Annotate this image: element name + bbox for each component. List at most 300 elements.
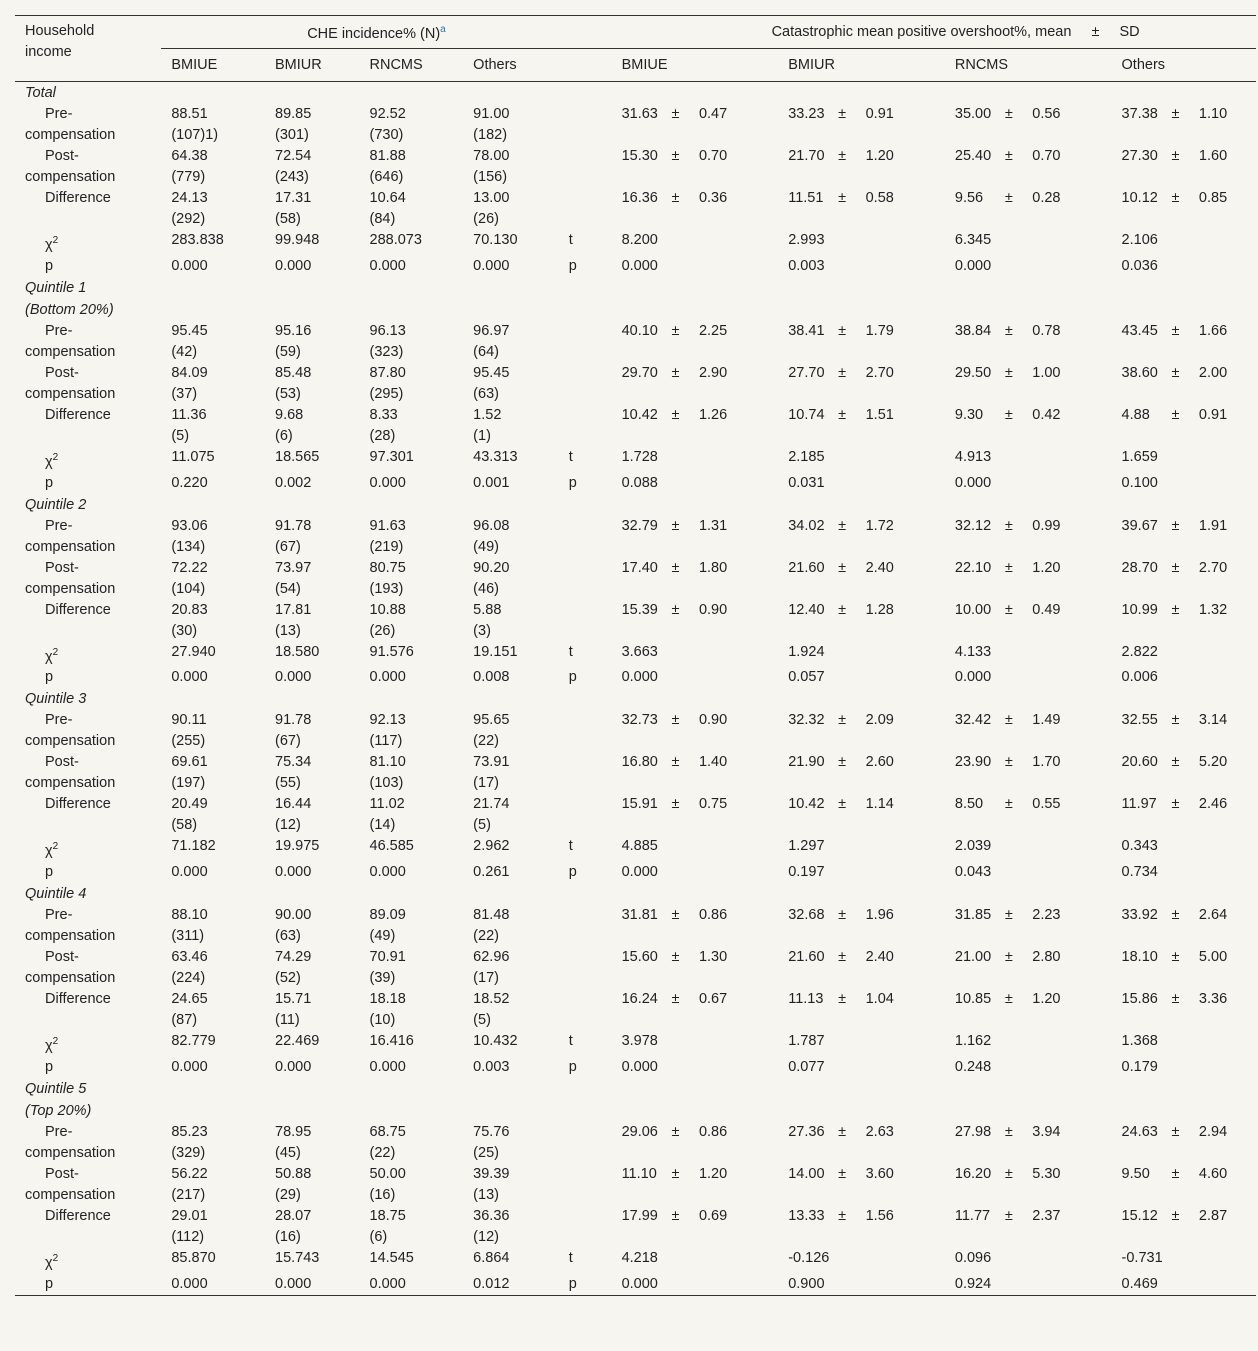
overshoot-sd: 0.70 bbox=[1032, 148, 1061, 164]
overshoot-sd: 2.87 bbox=[1198, 1208, 1228, 1225]
plus-minus: ± bbox=[1171, 322, 1180, 339]
overshoot-sd: 0.47 bbox=[698, 106, 728, 122]
table-row bbox=[15, 558, 1256, 600]
stat-label-cell bbox=[559, 1164, 612, 1206]
p-value: 0.000 bbox=[621, 669, 658, 686]
overshoot-sd: 1.04 bbox=[865, 991, 894, 1008]
row-label: Pre- compensation bbox=[25, 106, 116, 143]
t-value: 1.368 bbox=[1121, 1033, 1158, 1050]
chi-value: 43.313 bbox=[473, 448, 518, 465]
p-value-row bbox=[15, 667, 1256, 688]
stat-label-cell bbox=[559, 146, 612, 188]
row-label: Difference bbox=[45, 796, 111, 813]
overshoot-mean: 10.00 bbox=[954, 601, 992, 618]
overshoot-sd: 2.00 bbox=[1198, 364, 1228, 381]
che-cell: 88.51 (107)1) bbox=[171, 106, 219, 143]
overshoot-mean: 31.85 bbox=[954, 907, 992, 924]
chi-label: $\chi^2$ bbox=[45, 451, 59, 470]
overshoot-mean: 25.40 bbox=[954, 148, 992, 164]
t-value: 3.978 bbox=[621, 1033, 658, 1050]
overshoot-mean: 32.68 bbox=[788, 907, 825, 924]
che-cell: 91.63 (219) bbox=[369, 517, 406, 555]
overshoot-sd: 1.14 bbox=[865, 796, 894, 813]
p-value: 0.734 bbox=[1121, 864, 1158, 881]
overshoot-mean: 27.36 bbox=[788, 1124, 825, 1141]
overshoot-mean: 10.42 bbox=[621, 406, 658, 423]
plus-minus: ± bbox=[671, 1208, 680, 1225]
overshoot-mean: 31.81 bbox=[621, 907, 658, 924]
row-label: Difference bbox=[45, 406, 111, 423]
che-cell: 1.52 (1) bbox=[473, 406, 502, 444]
chi-value: 91.576 bbox=[369, 643, 414, 660]
che-cell: 5.88 (3) bbox=[473, 601, 502, 639]
table-row bbox=[15, 752, 1256, 794]
overshoot-header: Catastrophic mean positive overshoot%, mean ± SD bbox=[771, 23, 1140, 40]
overshoot-mean: 15.12 bbox=[1121, 1208, 1158, 1225]
plus-minus: ± bbox=[1004, 406, 1013, 423]
che-cell: 95.45 (63) bbox=[473, 364, 510, 402]
chi-label: $\chi^2$ bbox=[45, 235, 59, 253]
t-value: 6.345 bbox=[954, 232, 992, 248]
chi-square-row bbox=[15, 230, 1256, 256]
overshoot-sd: 0.85 bbox=[1198, 190, 1228, 206]
stat-label-cell bbox=[559, 600, 612, 642]
che-cell: 62.96 (17) bbox=[473, 949, 510, 987]
overshoot-mean: 11.13 bbox=[788, 991, 824, 1008]
overshoot-sd: 1.60 bbox=[1198, 148, 1228, 164]
che-cell: 69.61 (197) bbox=[171, 754, 208, 792]
t-value: 1.728 bbox=[621, 448, 658, 465]
stat-label-cell bbox=[559, 794, 612, 836]
chi-value: 99.948 bbox=[275, 232, 320, 248]
overshoot-mean: 27.70 bbox=[788, 364, 825, 381]
overshoot-mean: 21.90 bbox=[788, 754, 825, 771]
overshoot-sd: 1.26 bbox=[698, 406, 728, 423]
che-cell: 70.91 (39) bbox=[369, 949, 406, 987]
che-cell: 24.65 (87) bbox=[171, 991, 208, 1029]
stat-label-cell bbox=[559, 188, 612, 230]
p-value: 0.000 bbox=[171, 1059, 208, 1076]
row-label: Pre- compensation bbox=[25, 517, 116, 555]
che-cell: 20.83 (30) bbox=[171, 601, 208, 639]
p-label: p bbox=[568, 1275, 577, 1292]
household-income-header: Household income bbox=[15, 16, 161, 82]
plus-minus: ± bbox=[838, 907, 847, 924]
overshoot-sd: 2.37 bbox=[1032, 1208, 1061, 1225]
table-body bbox=[15, 82, 1256, 1295]
overshoot-mean: 39.67 bbox=[1121, 517, 1158, 534]
overshoot-sd: 5.20 bbox=[1198, 754, 1228, 771]
t-value: -0.126 bbox=[788, 1250, 830, 1267]
che-cell: 73.97 (54) bbox=[275, 559, 312, 597]
row-label: Post- compensation bbox=[25, 148, 116, 185]
p-value: 0.924 bbox=[954, 1275, 992, 1292]
overshoot-mean: 14.00 bbox=[788, 1166, 825, 1183]
plus-minus: ± bbox=[838, 364, 847, 381]
footnote-a-link[interactable]: a bbox=[440, 24, 446, 36]
overshoot-mean: 4.88 bbox=[1121, 406, 1150, 423]
che-cell: 96.97 (64) bbox=[473, 322, 510, 360]
plus-minus: ± bbox=[1004, 148, 1013, 164]
overshoot-sd: 1.00 bbox=[1032, 364, 1061, 381]
che-incidence-header: CHE incidence% $(N)^a$ bbox=[307, 24, 446, 42]
overshoot-sd: 0.78 bbox=[1032, 322, 1061, 339]
overshoot-mean: 15.60 bbox=[621, 949, 658, 966]
overshoot-sd: 0.70 bbox=[698, 148, 728, 164]
overshoot-sd: 0.75 bbox=[698, 796, 728, 813]
che-cell: 68.75 (22) bbox=[369, 1124, 406, 1162]
plus-minus: ± bbox=[838, 991, 847, 1008]
table-row bbox=[15, 363, 1256, 405]
chi-square-row bbox=[15, 642, 1256, 668]
che-cell: 84.09 (37) bbox=[171, 364, 208, 402]
plus-minus: ± bbox=[1171, 949, 1180, 966]
che-cell: 18.52 (5) bbox=[473, 991, 510, 1029]
chi-value: 10.432 bbox=[473, 1033, 518, 1050]
overshoot-sd: 0.67 bbox=[698, 991, 728, 1008]
p-value: 0.000 bbox=[621, 864, 658, 881]
plus-minus: ± bbox=[1171, 1124, 1180, 1141]
chi-value: 6.864 bbox=[473, 1250, 510, 1267]
p-value: 0.000 bbox=[275, 669, 312, 686]
p-value: 0.000 bbox=[621, 257, 658, 274]
chi-value: 16.416 bbox=[369, 1033, 414, 1050]
chi-label: $\chi^2$ bbox=[45, 841, 59, 860]
overshoot-sd: 1.31 bbox=[698, 517, 728, 534]
plus-minus: ± bbox=[1004, 322, 1013, 339]
plus-minus: ± bbox=[1004, 907, 1013, 924]
plus-minus: ± bbox=[671, 106, 680, 122]
p-value: 0.012 bbox=[473, 1275, 510, 1292]
overshoot-mean: 38.41 bbox=[788, 322, 825, 339]
t-label: t bbox=[568, 232, 573, 248]
che-cell: 95.45 (42) bbox=[171, 322, 208, 360]
p-label: p bbox=[45, 669, 54, 686]
p-label: p bbox=[45, 1059, 54, 1076]
che-cell: 36.36 (12) bbox=[473, 1208, 510, 1246]
t-value: 4.913 bbox=[954, 448, 992, 465]
overshoot-sd: 1.72 bbox=[865, 517, 894, 534]
p-value: 0.000 bbox=[171, 864, 208, 881]
section-title-row bbox=[15, 494, 1256, 516]
overshoot-mean: 40.10 bbox=[621, 322, 658, 339]
che-cell: 85.23 (329) bbox=[171, 1124, 208, 1162]
t-value: 0.096 bbox=[954, 1250, 992, 1267]
p-value: 0.100 bbox=[1121, 474, 1158, 491]
overshoot-sd: 1.20 bbox=[698, 1166, 728, 1183]
section-title-row bbox=[15, 277, 1256, 321]
plus-minus: ± bbox=[1004, 712, 1013, 729]
overshoot-sd: 1.30 bbox=[698, 949, 728, 966]
table-row bbox=[15, 1164, 1256, 1206]
plus-minus: ± bbox=[1171, 907, 1180, 924]
table-row bbox=[15, 146, 1256, 188]
p-value: 0.000 bbox=[275, 1059, 312, 1076]
stat-label-cell bbox=[559, 947, 612, 989]
overshoot-sd: 1.40 bbox=[698, 754, 728, 771]
che-cell: 96.13 (323) bbox=[369, 322, 406, 360]
row-label: Post- compensation bbox=[25, 949, 116, 987]
overshoot-mean: 17.99 bbox=[621, 1208, 658, 1225]
chi-square-row bbox=[15, 447, 1256, 473]
row-label: Post- compensation bbox=[25, 559, 116, 597]
overshoot-mean: 33.23 bbox=[788, 106, 825, 122]
overshoot-mean: 10.99 bbox=[1121, 601, 1158, 618]
t-label: t bbox=[568, 1250, 573, 1267]
overshoot-sd: 1.20 bbox=[1032, 991, 1061, 1008]
overshoot-sd: 0.90 bbox=[698, 601, 728, 618]
section-title-row bbox=[15, 688, 1256, 710]
p-label: p bbox=[45, 1275, 54, 1292]
plus-minus: ± bbox=[1004, 1166, 1013, 1183]
che-cell: 91.00 (182) bbox=[473, 106, 510, 143]
overshoot-sd: 2.40 bbox=[865, 559, 894, 576]
overshoot-sd: 2.63 bbox=[865, 1124, 894, 1141]
overshoot-sd: 2.70 bbox=[1198, 559, 1228, 576]
overshoot-mean: 31.63 bbox=[621, 106, 658, 122]
table-row bbox=[15, 710, 1256, 752]
che-cell: 10.64 (84) bbox=[369, 190, 406, 227]
overshoot-sd: 1.56 bbox=[865, 1208, 894, 1225]
overshoot-mean: 33.92 bbox=[1121, 907, 1158, 924]
t-value: 2.822 bbox=[1121, 643, 1158, 660]
che-cell: 9.68 (6) bbox=[275, 406, 304, 444]
che-cell: 90.00 (63) bbox=[275, 907, 312, 945]
table-row bbox=[15, 794, 1256, 836]
t-value: 1.297 bbox=[788, 838, 825, 855]
t-value: 1.659 bbox=[1121, 448, 1158, 465]
overshoot-mean: 11.51 bbox=[788, 190, 824, 206]
overshoot-sd: 0.55 bbox=[1032, 796, 1061, 813]
che-cell: 74.29 (52) bbox=[275, 949, 312, 987]
overshoot-sd: 3.94 bbox=[1032, 1124, 1061, 1141]
t-value: 4.885 bbox=[621, 838, 658, 855]
plus-minus: ± bbox=[1171, 712, 1180, 729]
overshoot-mean: 12.40 bbox=[788, 601, 825, 618]
overshoot-sd: 1.96 bbox=[865, 907, 894, 924]
overshoot-sd: 0.91 bbox=[865, 106, 894, 122]
overshoot-sd: 5.30 bbox=[1032, 1166, 1061, 1183]
t-value: 1.924 bbox=[788, 643, 825, 660]
che-cell: 18.75 (6) bbox=[369, 1208, 406, 1246]
plus-minus: ± bbox=[671, 559, 680, 576]
overshoot-mean: 15.86 bbox=[1121, 991, 1158, 1008]
chi-value: 15.743 bbox=[275, 1250, 320, 1267]
table-row bbox=[15, 516, 1256, 558]
stat-col-header bbox=[559, 49, 612, 82]
overshoot-mean: 38.60 bbox=[1121, 364, 1158, 381]
t-value: 2.106 bbox=[1121, 232, 1158, 248]
row-label: Difference bbox=[45, 991, 111, 1008]
plus-minus: ± bbox=[671, 364, 680, 381]
overshoot-mean: 9.56 bbox=[954, 190, 984, 206]
che-cell: 81.88 (646) bbox=[369, 148, 406, 185]
overshoot-mean: 32.12 bbox=[954, 517, 992, 534]
section-title: Total bbox=[25, 85, 56, 101]
che-cell: 13.00 (26) bbox=[473, 190, 510, 227]
t-value: 2.039 bbox=[954, 838, 992, 855]
p-value-row bbox=[15, 862, 1256, 883]
overshoot-mean: 21.00 bbox=[954, 949, 992, 966]
section-title-row bbox=[15, 82, 1256, 105]
t-label: t bbox=[568, 838, 573, 855]
p-value: 0.000 bbox=[171, 1275, 208, 1292]
overshoot-sd: 2.70 bbox=[865, 364, 894, 381]
stat-label-cell bbox=[559, 710, 612, 752]
plus-minus: ± bbox=[1004, 1208, 1013, 1225]
che-cell: 90.11 (255) bbox=[171, 712, 207, 750]
overshoot-sd: 0.69 bbox=[698, 1208, 728, 1225]
table-row bbox=[15, 1122, 1256, 1164]
p-value-row bbox=[15, 473, 1256, 494]
overshoot-sd: 4.60 bbox=[1198, 1166, 1228, 1183]
plus-minus: ± bbox=[671, 517, 680, 534]
p-label: p bbox=[568, 864, 577, 881]
stat-label-cell bbox=[559, 558, 612, 600]
overshoot-col-header: BMIUR bbox=[778, 49, 945, 82]
p-value: 0.000 bbox=[954, 474, 992, 491]
che-cell: 64.38 (779) bbox=[171, 148, 208, 185]
overshoot-mean: 43.45 bbox=[1121, 322, 1158, 339]
t-value: 4.218 bbox=[621, 1250, 658, 1267]
che-cell: 96.08 (49) bbox=[473, 517, 510, 555]
plus-minus: ± bbox=[1171, 559, 1180, 576]
overshoot-sd: 1.79 bbox=[865, 322, 894, 339]
p-value: 0.000 bbox=[369, 257, 406, 274]
overshoot-sd: 0.90 bbox=[698, 712, 728, 729]
plus-minus: ± bbox=[1171, 991, 1180, 1008]
overshoot-sd: 0.86 bbox=[698, 907, 728, 924]
p-value: 0.469 bbox=[1121, 1275, 1158, 1292]
row-label: Pre- compensation bbox=[25, 1124, 116, 1162]
p-value: 0.000 bbox=[954, 669, 992, 686]
che-cell: 39.39 (13) bbox=[473, 1166, 510, 1204]
p-value: 0.000 bbox=[171, 257, 208, 274]
p-label: p bbox=[568, 1059, 577, 1076]
che-cell: 81.48 (22) bbox=[473, 907, 510, 945]
overshoot-col-header: BMIUE bbox=[612, 49, 779, 82]
plus-minus: ± bbox=[671, 148, 680, 164]
overshoot-sd: 0.56 bbox=[1032, 106, 1061, 122]
plus-minus: ± bbox=[671, 907, 680, 924]
table-row bbox=[15, 321, 1256, 363]
row-label: Difference bbox=[45, 601, 111, 618]
table-row bbox=[15, 947, 1256, 989]
chi-value: 283.838 bbox=[171, 232, 224, 248]
che-col-header: BMIUR bbox=[265, 49, 360, 82]
header-row-1 bbox=[15, 16, 1256, 49]
che-cell: 75.76 (25) bbox=[473, 1124, 510, 1162]
che-cell: 81.10 (103) bbox=[369, 754, 406, 792]
che-cell: 24.13 (292) bbox=[171, 190, 208, 227]
overshoot-sd: 2.40 bbox=[865, 949, 894, 966]
plus-minus: ± bbox=[1004, 364, 1013, 381]
stat-label-cell bbox=[559, 752, 612, 794]
p-value: 0.000 bbox=[369, 1275, 406, 1292]
chi-value: 288.073 bbox=[369, 232, 422, 248]
chi-value: 11.075 bbox=[171, 448, 215, 465]
section-title-row bbox=[15, 1078, 1256, 1122]
plus-minus: ± bbox=[1171, 148, 1180, 164]
overshoot-sd: 1.20 bbox=[1032, 559, 1061, 576]
p-value: 0.077 bbox=[788, 1059, 825, 1076]
overshoot-mean: 27.98 bbox=[954, 1124, 992, 1141]
chi-square-row bbox=[15, 1031, 1256, 1057]
overshoot-mean: 20.60 bbox=[1121, 754, 1158, 771]
p-value: 0.088 bbox=[621, 474, 658, 491]
stat-label-cell bbox=[559, 905, 612, 947]
plus-minus: ± bbox=[671, 322, 680, 339]
chi-value: 97.301 bbox=[369, 448, 414, 465]
plus-minus: ± bbox=[1171, 364, 1180, 381]
che-cell: 15.71 (11) bbox=[275, 991, 312, 1029]
plus-minus: ± bbox=[1171, 190, 1180, 206]
overshoot-sd: 0.86 bbox=[698, 1124, 728, 1141]
p-value: 0.000 bbox=[621, 1275, 658, 1292]
che-cell: 78.00 (156) bbox=[473, 148, 510, 185]
che-cell: 8.33 (28) bbox=[369, 406, 398, 444]
table-row bbox=[15, 989, 1256, 1031]
overshoot-sd: 3.36 bbox=[1198, 991, 1228, 1008]
row-label: Post- compensation bbox=[25, 364, 116, 402]
overshoot-sd: 5.00 bbox=[1198, 949, 1228, 966]
p-value: 0.003 bbox=[788, 257, 825, 274]
overshoot-mean: 10.42 bbox=[788, 796, 825, 813]
chi-label: $\chi^2$ bbox=[45, 1253, 59, 1271]
plus-minus: ± bbox=[1004, 517, 1013, 534]
t-label: t bbox=[568, 448, 573, 465]
p-value: 0.006 bbox=[1121, 669, 1158, 686]
t-label: t bbox=[568, 1033, 573, 1050]
p-value: 0.220 bbox=[171, 474, 208, 491]
overshoot-mean: 32.79 bbox=[621, 517, 658, 534]
che-cell: 91.78 (67) bbox=[275, 517, 312, 555]
che-col-header: RNCMS bbox=[360, 49, 464, 82]
p-label: p bbox=[45, 257, 54, 274]
che-cell: 89.85 (301) bbox=[275, 106, 312, 143]
row-label: Pre- compensation bbox=[25, 322, 116, 360]
overshoot-mean: 21.60 bbox=[788, 949, 825, 966]
chi-label: $\chi^2$ bbox=[45, 1036, 59, 1055]
che-cell: 92.13 (117) bbox=[369, 712, 406, 750]
plus-minus: ± bbox=[838, 1124, 847, 1141]
che-cell: 17.81 (13) bbox=[275, 601, 312, 639]
chi-value: 46.585 bbox=[369, 838, 414, 855]
plus-minus: ± bbox=[1004, 754, 1013, 771]
p-value-row bbox=[15, 256, 1256, 277]
che-cell: 72.54 (243) bbox=[275, 148, 312, 185]
che-cell: 18.18 (10) bbox=[369, 991, 406, 1029]
chi-value: 82.779 bbox=[171, 1033, 216, 1050]
che-cell: 17.31 (58) bbox=[275, 190, 312, 227]
overshoot-mean: 9.30 bbox=[954, 406, 984, 423]
che-cell: 20.49 (58) bbox=[171, 796, 208, 834]
plus-minus: ± bbox=[838, 190, 847, 206]
p-label: p bbox=[568, 669, 577, 686]
overshoot-mean: 16.20 bbox=[954, 1166, 992, 1183]
chi-value: 18.580 bbox=[275, 643, 320, 660]
overshoot-mean: 8.50 bbox=[954, 796, 984, 813]
stat-label-cell bbox=[559, 363, 612, 405]
plus-minus: ± bbox=[838, 106, 847, 122]
che-cell: 91.78 (67) bbox=[275, 712, 312, 750]
overshoot-mean: 32.42 bbox=[954, 712, 992, 729]
t-value: 3.663 bbox=[621, 643, 658, 660]
che-cell: 95.16 (59) bbox=[275, 322, 312, 360]
plus-minus: ± bbox=[838, 322, 847, 339]
che-cell: 11.36 (5) bbox=[171, 406, 207, 444]
plus-minus: ± bbox=[1171, 406, 1180, 423]
